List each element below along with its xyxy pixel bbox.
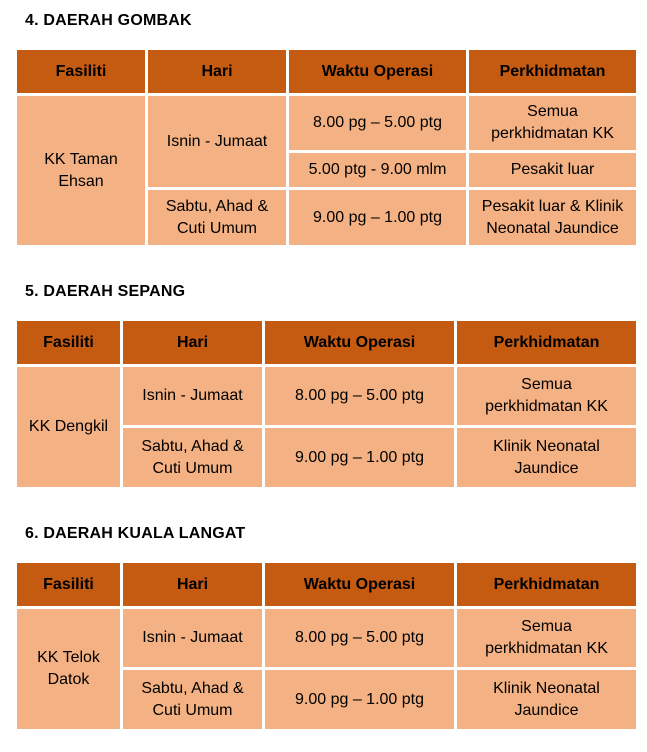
column-header-perkhidmatan: Perkhidmatan (468, 49, 638, 95)
hari-cell: Sabtu, Ahad & Cuti Umum (122, 427, 264, 489)
facility-cell: KK Telok Datok (16, 608, 122, 731)
column-header-hari: Hari (147, 49, 288, 95)
district-heading-gombak: 4. DAERAH GOMBAK (25, 12, 192, 29)
hari-cell: Sabtu, Ahad & Cuti Umum (147, 189, 288, 247)
hari-cell: Isnin - Jumaat (147, 95, 288, 189)
column-header-waktu-operasi: Waktu Operasi (264, 562, 456, 608)
waktu-cell: 8.00 pg – 5.00 ptg (264, 366, 456, 427)
facility-cell: KK Dengkil (16, 366, 122, 489)
perkhidmatan-text: Semua perkhidmatan KK (485, 618, 608, 657)
district-heading-kuala-langat: 6. DAERAH KUALA LANGAT (25, 525, 246, 542)
perkhidmatan-cell (456, 608, 638, 669)
column-header-hari: Hari (122, 320, 264, 366)
perkhidmatan-text: Pesakit luar (510, 160, 595, 178)
schedule-table-sepang (14, 318, 639, 490)
waktu-cell: 8.00 pg – 5.00 ptg (288, 95, 468, 152)
hari-cell: Isnin - Jumaat (122, 366, 264, 427)
hari-cell: Isnin - Jumaat (122, 608, 264, 669)
facility-cell: KK Taman Ehsan (16, 95, 147, 247)
schedule-table-gombak (14, 47, 639, 248)
hari-cell: Sabtu, Ahad & Cuti Umum (122, 669, 264, 731)
perkhidmatan-cell (468, 95, 638, 152)
perkhidmatan-text: Pesakit luar & Klinik Neonatal Jaundice (481, 197, 624, 237)
column-header-waktu-operasi: Waktu Operasi (288, 49, 468, 95)
column-header-fasiliti: Fasiliti (16, 49, 147, 95)
perkhidmatan-cell (456, 427, 638, 489)
waktu-cell: 5.00 ptg - 9.00 mlm (288, 152, 468, 189)
table-header-row (16, 49, 638, 95)
table-row (16, 608, 638, 669)
column-header-fasiliti: Fasiliti (16, 320, 122, 366)
table-row (16, 366, 638, 427)
perkhidmatan-text: Semua perkhidmatan KK (485, 376, 608, 415)
perkhidmatan-cell (468, 152, 638, 189)
column-header-perkhidmatan: Perkhidmatan (456, 562, 638, 608)
perkhidmatan-text: Semua perkhidmatan KK (491, 103, 614, 142)
waktu-cell: 8.00 pg – 5.00 ptg (264, 608, 456, 669)
perkhidmatan-text: Klinik Neonatal Jaundice (493, 437, 600, 477)
column-header-fasiliti: Fasiliti (16, 562, 122, 608)
waktu-cell: 9.00 pg – 1.00 ptg (264, 427, 456, 489)
column-header-hari: Hari (122, 562, 264, 608)
column-header-waktu-operasi: Waktu Operasi (264, 320, 456, 366)
waktu-cell: 9.00 pg – 1.00 ptg (264, 669, 456, 731)
perkhidmatan-cell (456, 669, 638, 731)
perkhidmatan-cell (468, 189, 638, 247)
waktu-cell: 9.00 pg – 1.00 ptg (288, 189, 468, 247)
table-header-row (16, 320, 638, 366)
perkhidmatan-cell (456, 366, 638, 427)
table-row (16, 95, 638, 152)
district-heading-sepang: 5. DAERAH SEPANG (25, 283, 186, 300)
schedule-table-kuala-langat (14, 560, 639, 732)
table-header-row (16, 562, 638, 608)
perkhidmatan-text: Klinik Neonatal Jaundice (493, 679, 600, 719)
column-header-perkhidmatan: Perkhidmatan (456, 320, 638, 366)
